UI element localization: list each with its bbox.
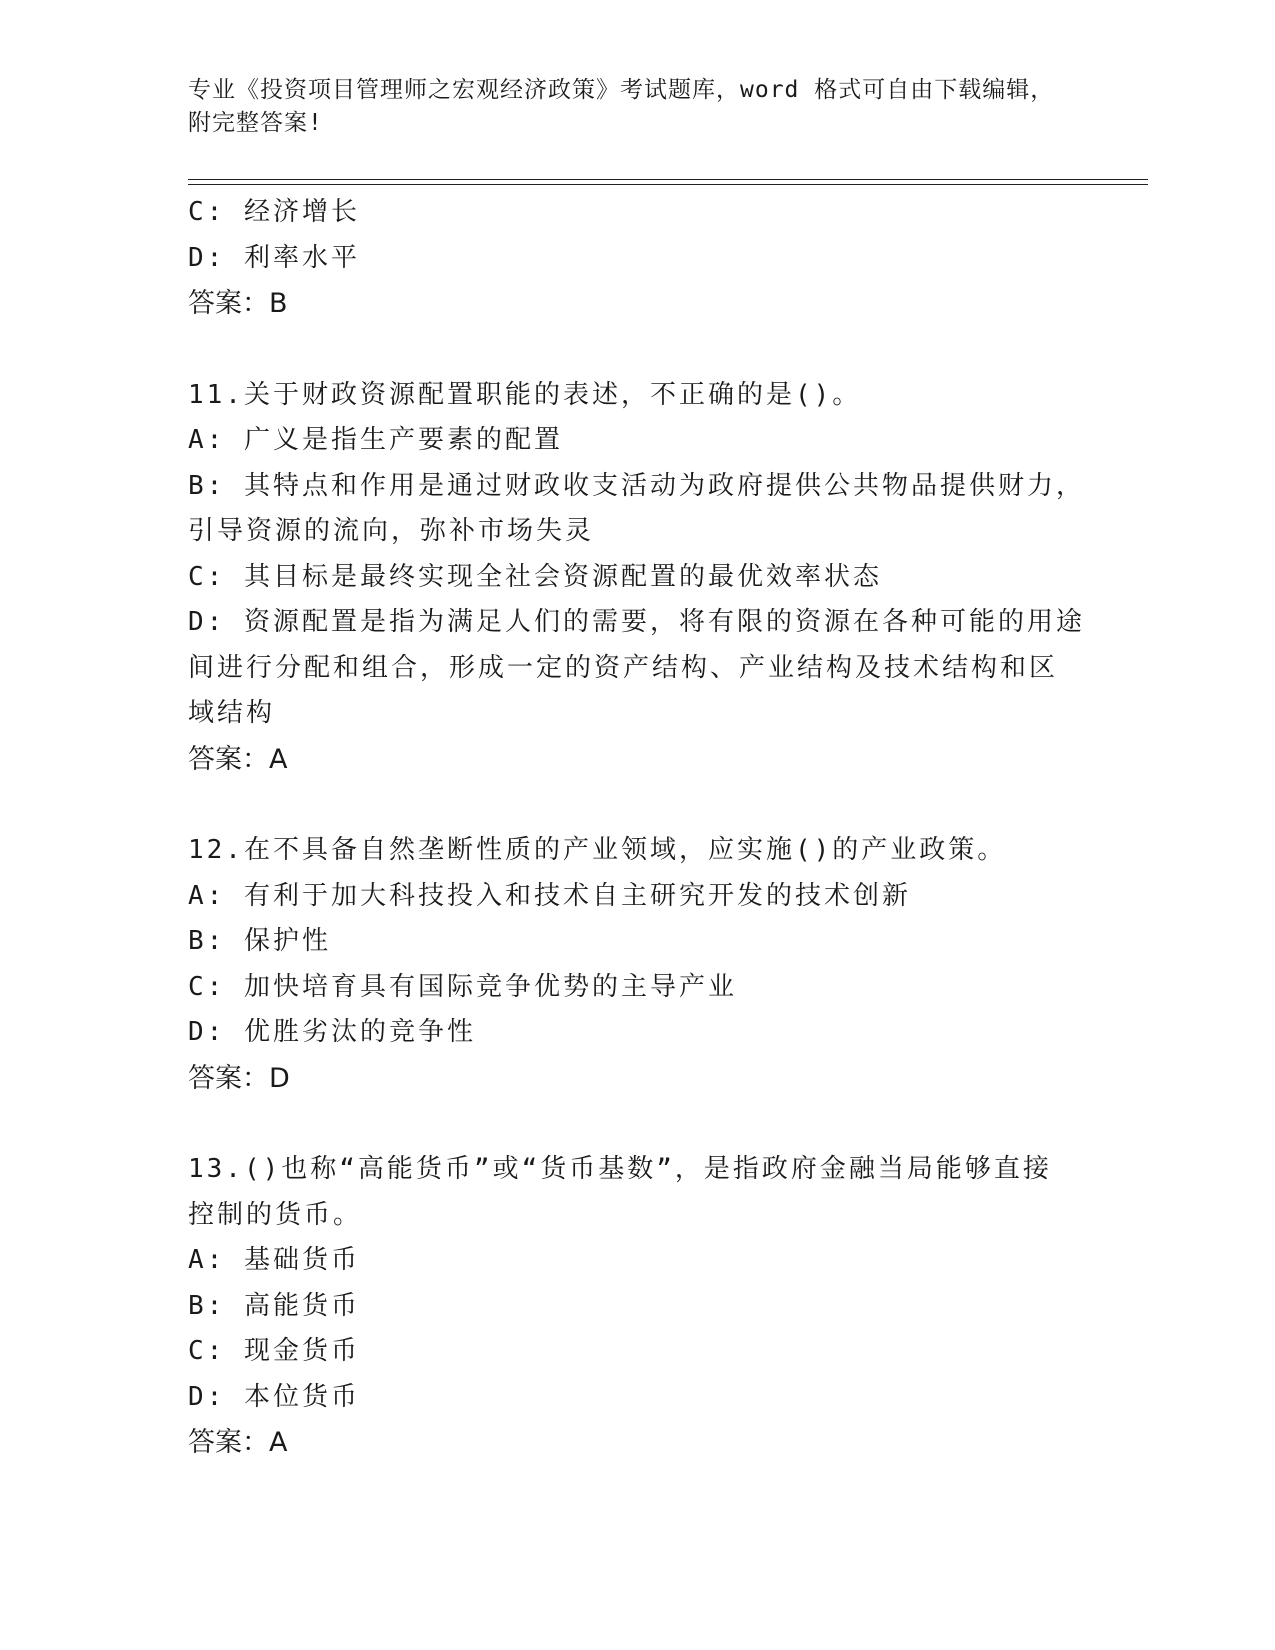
question-list — [188, 190, 1088, 1466]
option-c: C: 经济增长 — [188, 197, 360, 227]
answer: 答案：B — [188, 288, 288, 319]
header-divider — [188, 179, 1148, 185]
option-a: A: 广义是指生产要素的配置 — [188, 425, 563, 455]
question-13 — [188, 1147, 1088, 1466]
option-d-line-3: 域结构 — [188, 698, 276, 728]
header-line-1: 专业《投资项目管理师之宏观经济政策》考试题库，word 格式可自由下载编辑， — [188, 77, 1055, 103]
option-b: B: 高能货币 — [188, 1290, 360, 1321]
option-b-line-2: 引导资源的流向，弥补市场失灵 — [188, 516, 595, 546]
question-stem: 12.在不具备自然垄断性质的产业领域，应实施()的产业政策。 — [188, 835, 1007, 865]
header-line-2: 附完整答案! — [188, 110, 323, 136]
question-stem-line-1: 13.()也称“高能货币”或“货币基数”，是指政府金融当局能够直接 — [188, 1154, 1052, 1184]
page-header — [188, 74, 1088, 140]
question-10-continued — [188, 190, 1088, 327]
option-c: C: 其目标是最终实现全社会资源配置的最优效率状态 — [188, 561, 882, 592]
option-d: D: 利率水平 — [188, 242, 360, 273]
answer: 答案：A — [188, 1427, 288, 1458]
option-c: C: 现金货币 — [188, 1336, 360, 1366]
question-11 — [188, 373, 1088, 783]
option-a: A: 有利于加大科技投入和技术自主研究开发的技术创新 — [188, 880, 911, 911]
option-b-line-1: B: 其特点和作用是通过财政收支活动为政府提供公共物品提供财力， — [188, 470, 1085, 501]
answer: 答案：A — [188, 743, 288, 775]
answer: 答案：D — [188, 1062, 290, 1094]
option-c: C: 加快培育具有国际竞争优势的主导产业 — [188, 971, 737, 1002]
option-d: D: 优胜劣汰的竞争性 — [188, 1017, 476, 1047]
option-d-line-1: D: 资源配置是指为满足人们的需要，将有限的资源在各种可能的用途 — [188, 607, 1085, 637]
option-b: B: 保护性 — [188, 926, 331, 956]
question-stem: 11.关于财政资源配置职能的表述，不正确的是()。 — [188, 379, 862, 410]
question-stem-line-2: 控制的货币。 — [188, 1199, 363, 1230]
option-a: A: 基础货币 — [188, 1245, 360, 1275]
option-d-line-2: 间进行分配和组合，形成一定的资产结构、产业结构及技术结构和区 — [188, 652, 1059, 683]
question-12 — [188, 828, 1088, 1101]
option-d: D: 本位货币 — [188, 1381, 360, 1412]
